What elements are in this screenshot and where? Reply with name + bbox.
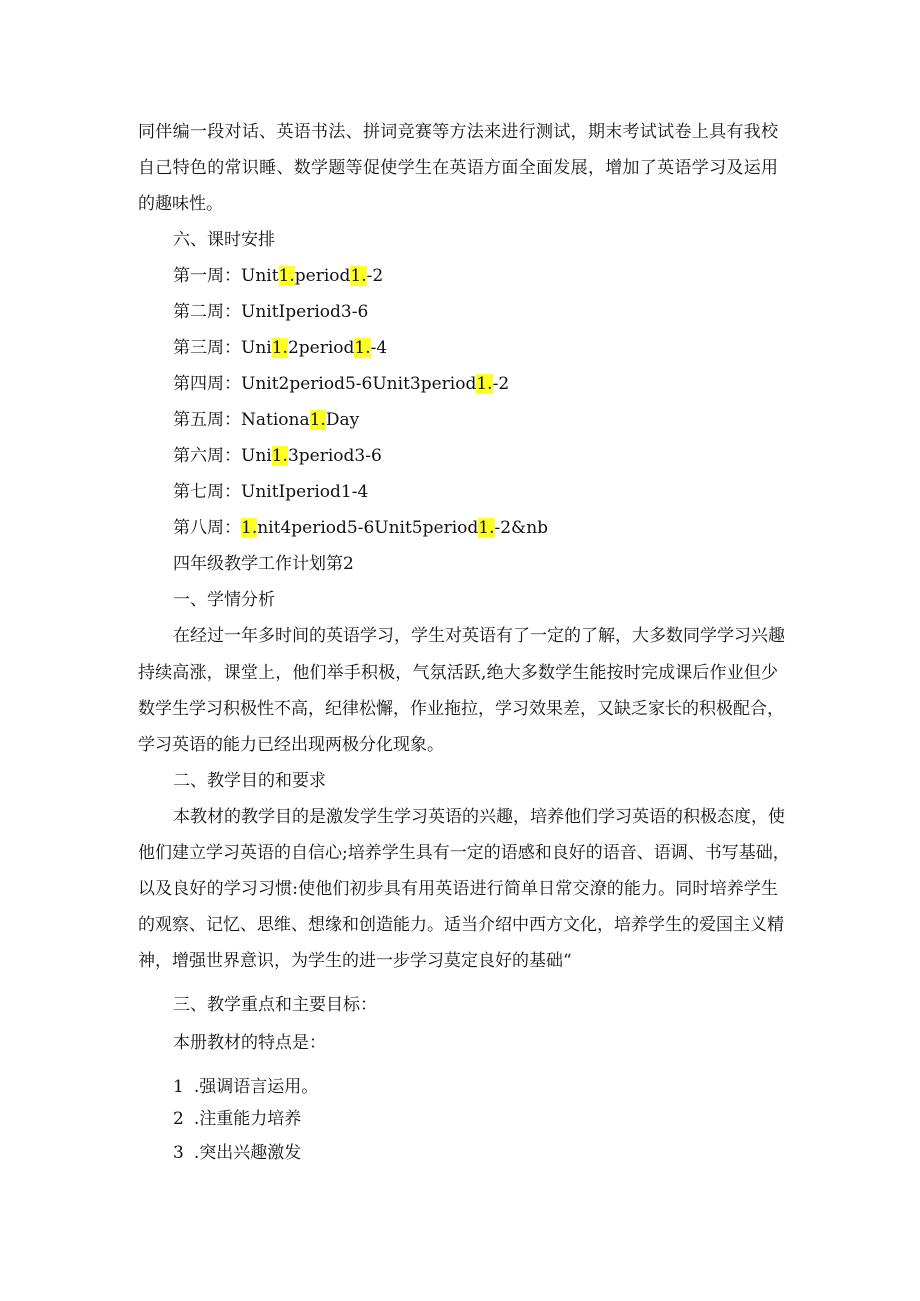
features-intro: 本册教材的特点是： <box>173 1033 326 1053</box>
goals-heading: 二、教学目的和要求 <box>173 771 326 791</box>
paragraph-line: 的趣味性。 <box>138 194 223 214</box>
schedule-week-5: 第五周：Nationa1.Day <box>173 410 360 430</box>
week-label: 第三周： <box>173 338 241 358</box>
week-label: 第一周： <box>173 266 241 286</box>
highlight: 1. <box>354 338 371 358</box>
feature-item-2 <box>173 1107 301 1131</box>
paragraph-line: 以及良好的学习习惯:使他们初步具有用英语进行简单日常交潦的能力。同时培养学生 <box>138 879 778 899</box>
paragraph-line: 持续高涨，课堂上，他们举手积极，气氛活跃,绝大多数学生能按时完成课后作业但少 <box>138 663 778 683</box>
schedule-heading: 六、课时安排 <box>173 230 275 250</box>
paragraph-line: 数学生学习积极性不高，纪律松懈，作业拖拉，学习效果差，又缺乏家长的积极配合， <box>138 699 784 719</box>
feature-number: 3 <box>173 1143 184 1163</box>
schedule-week-3: 第三周：Uni1.2period1.-4 <box>173 338 388 358</box>
feature-text: .注重能力培养 <box>193 1109 302 1129</box>
feature-number: 2 <box>173 1109 184 1129</box>
week-label: 第六周： <box>173 446 241 466</box>
highlight: 1. <box>278 266 295 286</box>
highlight: 1. <box>478 518 495 538</box>
week-label: 第八周： <box>173 518 241 538</box>
feature-text: .突出兴趣激发 <box>193 1143 302 1163</box>
highlight: 1. <box>309 410 326 430</box>
schedule-week-7: 第七周：UnitIperiod1-4 <box>173 482 369 502</box>
highlight: 1. <box>271 446 288 466</box>
schedule-week-8: 第八周：1.nit4period5-6Unit5period1.-2&nb <box>173 518 549 538</box>
highlight: 1. <box>241 518 258 538</box>
paragraph-line: 神，增强世界意识，为学生的进一步学习莫定良好的基础“ <box>138 951 572 971</box>
schedule-week-6: 第六周：Uni1.3period3-6 <box>173 446 382 466</box>
feature-number: 1 <box>173 1077 184 1097</box>
paragraph-line: 他们建立学习英语的自信心;培养学生具有一定的语感和良好的语音、语调、书写基础， <box>138 843 790 863</box>
paragraph-line: 学习英语的能力已经出现两极分化现象。 <box>138 735 444 755</box>
week-label: 第四周： <box>173 374 241 394</box>
section-title: 四年级教学工作计划第2 <box>173 554 354 574</box>
paragraph-line: 本教材的教学目的是激发学生学习英语的兴趣，培养他们学习英语的积极态度，使 <box>173 807 785 827</box>
schedule-week-2: 第二周：UnitIperiod3-6 <box>173 302 369 322</box>
paragraph-line: 的观察、记忆、思维、想缘和创造能力。适当介绍中西方文化，培养学生的爱国主义精 <box>138 915 784 935</box>
schedule-week-1: 第一周：Unit1.period1.-2 <box>173 266 384 286</box>
feature-text: .强调语言运用。 <box>193 1077 319 1097</box>
paragraph-line: 在经过一年多时间的英语学习，学生对英语有了一定的了解，大多数同学学习兴趣 <box>173 626 785 646</box>
highlight: 1. <box>271 338 288 358</box>
paragraph-line: 同伴编一段对话、英语书法、拼词竞赛等方法来进行测试，期末考试试卷上具有我校 <box>138 122 778 142</box>
week-label: 第二周： <box>173 302 241 322</box>
paragraph-line: 自己特色的常识睡、数学题等促使学生在英语方面全面发展，增加了英语学习及运用 <box>138 158 778 178</box>
schedule-week-4: 第四周：Unit2period5-6Unit3period1.-2 <box>173 374 510 394</box>
analysis-heading: 一、学情分析 <box>173 590 275 610</box>
focus-heading: 三、教学重点和主要目标： <box>173 995 377 1015</box>
week-label: 第七周： <box>173 482 241 502</box>
feature-item-3 <box>173 1141 301 1165</box>
highlight: 1. <box>476 374 493 394</box>
week-label: 第五周： <box>173 410 241 430</box>
highlight: 1. <box>350 266 367 286</box>
feature-item-1 <box>173 1075 318 1099</box>
